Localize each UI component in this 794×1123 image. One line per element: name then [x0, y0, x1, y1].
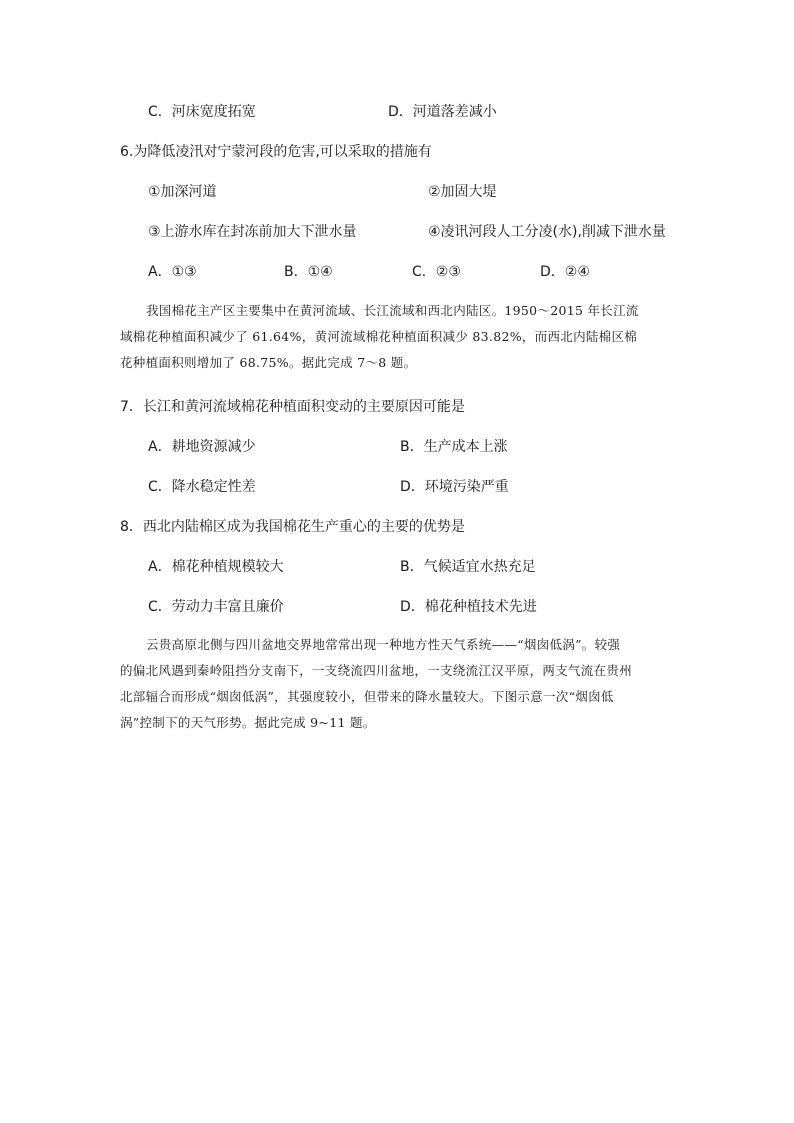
- q7-option-d: D．环境污染严重: [400, 479, 509, 495]
- q8-option-c: C．劳动力丰富且廉价: [148, 599, 284, 615]
- q8-option-d: D．棉花种植技术先进: [400, 599, 537, 615]
- q8-option-b: B．气候适宜水热充足: [400, 559, 536, 575]
- passage-cotton: [120, 298, 676, 376]
- q7-option-a: A．耕地资源减少: [148, 439, 256, 455]
- q8-stem: 8．西北内陆棉区成为我国棉花生产重心的主要的优势是: [120, 519, 465, 535]
- passage-weather: [120, 632, 676, 736]
- q6-item-1: ①加深河道: [148, 184, 217, 200]
- passage-cotton-line: 花种植面积则增加了 68.75%。据此完成 7～8 题。: [120, 355, 417, 370]
- passage-cotton-line: 我国棉花主产区主要集中在黄河流域、长江流域和西北内陆区。1950～2015 年长江流: [146, 303, 639, 318]
- q5-option-d: D．河道落差减小: [388, 104, 497, 120]
- q6-option-b: B．①④: [284, 264, 333, 280]
- q8-option-a: A．棉花种植规模较大: [148, 559, 284, 575]
- passage-weather-line: 云贵高原北侧与四川盆地交界地常常出现一种地方性天气系统——“烟囱低涡”。较强: [146, 637, 621, 652]
- q6-item-4: ④凌讯河段人工分凌(水),削减下泄水量: [428, 224, 666, 240]
- q7-stem: 7．长江和黄河流域棉花种植面积变动的主要原因可能是: [120, 399, 465, 415]
- q6-item-2: ②加固大堤: [428, 184, 497, 200]
- q7-option-b: B．生产成本上涨: [400, 439, 508, 455]
- q5-option-c: C．河床宽度拓宽: [148, 104, 256, 120]
- q6-option-c: C．②③: [412, 264, 461, 280]
- q6-option-a: A．①③: [148, 264, 197, 280]
- passage-cotton-line: 域棉花种植面积减少了 61.64%，黄河流域棉花种植面积减少 83.82%，而西北内陆棉区棉: [120, 329, 638, 344]
- q7-option-c: C．降水稳定性差: [148, 479, 256, 495]
- q6-item-3: ③上游水库在封冻前加大下泄水量: [148, 224, 357, 240]
- q6-option-d: D．②④: [540, 264, 590, 280]
- q6-stem: 6.为降低凌汛对宁蒙河段的危害,可以采取的措施有: [120, 144, 432, 160]
- passage-weather-line: 涡”控制下的天气形势。据此完成 9~11 题。: [120, 715, 376, 730]
- passage-weather-line: 北部辐合而形成“烟囱低涡”，其强度较小，但带来的降水量较大。下图示意一次“烟囱低: [120, 689, 614, 704]
- passage-weather-line: 的偏北风遇到秦岭阻挡分支南下，一支绕流四川盆地，一支绕流江汉平原，两支气流在贵州: [120, 663, 633, 678]
